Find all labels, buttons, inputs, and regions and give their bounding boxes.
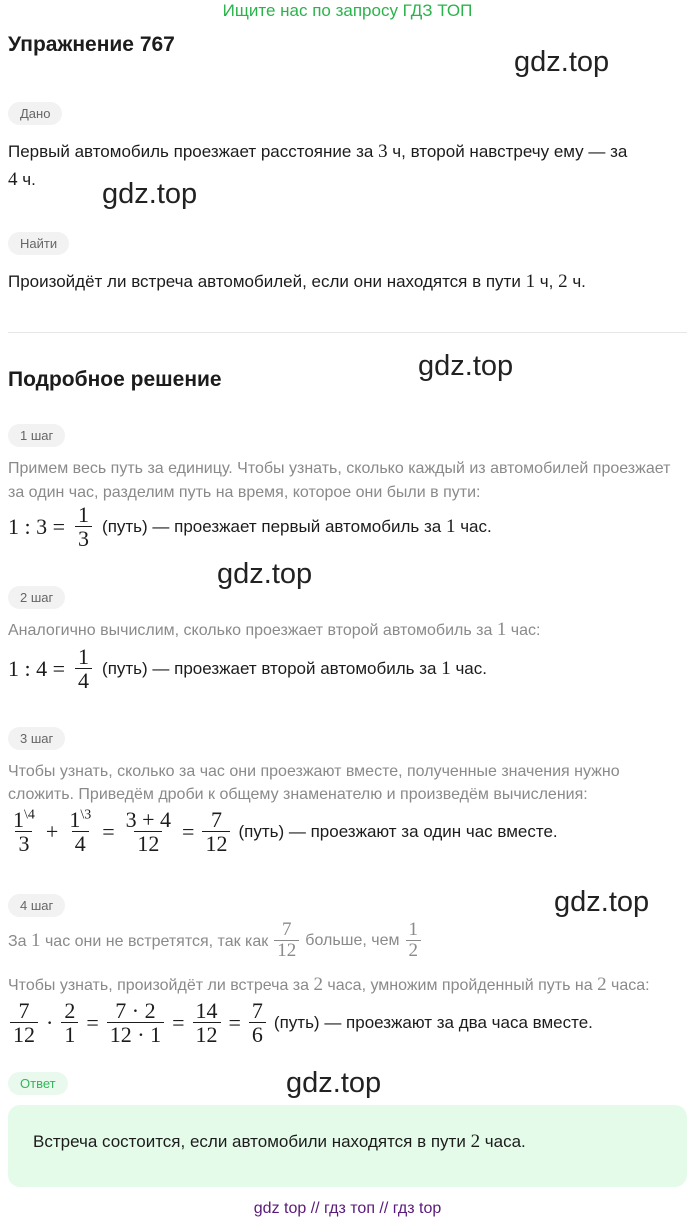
find-text: Произойдёт ли встреча автомобилей, если они находятся в пути 1 ч, 2 ч. xyxy=(8,271,586,292)
fraction: $\frac{7}{12}$ xyxy=(274,920,299,962)
step-3-text: Чтобы узнать, сколько за час они проезжают вместе, полученные значения нужно сложить. Приведём дроби к общему знаменателю и произведём вычисления: xyxy=(8,763,620,803)
page-title: Упражнение 767 xyxy=(8,33,175,56)
fraction: $\frac{7}{12}$ xyxy=(202,808,230,856)
given-text: Первый автомобиль проезжает расстояние за 3 ч, второй навстречу ему — за 4 ч. xyxy=(8,141,628,190)
watermark: gdz.top xyxy=(554,886,650,918)
find-chip: Найти xyxy=(8,232,69,255)
fraction: $\frac{7}{12}$ xyxy=(10,999,38,1047)
step-4-text: Чтобы узнать, произойдёт ли встреча за 2 часа, умножим пройденный путь на 2 часа: xyxy=(8,974,650,995)
fraction: $\frac{3 + 4}{12}$ xyxy=(125,807,172,857)
given-chip: Дано xyxy=(8,102,62,125)
fraction: $\frac{1^{\backslash 3}}{4}$ xyxy=(69,807,92,857)
fraction: $\frac{7 \cdot 2}{12 \cdot 1}$ xyxy=(107,999,164,1047)
step-3-equation: $\frac{1^{\backslash 4}}{3}$ + $\frac{1^{\backslash 3}}{4}$ = $\frac{3 + 4}{12}$ = $\frac{7}{12}$ (путь) — проезжают за один час вместе. xyxy=(8,808,558,856)
answer-text: Встреча состоится, если автомобили находятся в пути 2 часа. xyxy=(33,1131,526,1152)
answer-chip: Ответ xyxy=(8,1072,68,1095)
step-1-chip: 1 шаг xyxy=(8,424,65,447)
top-banner: Ищите нас по запросу ГДЗ ТОП xyxy=(222,1,473,20)
fraction: $\frac{1}{4}$ xyxy=(75,645,92,693)
watermark: gdz.top xyxy=(286,1067,382,1099)
step-1-text: Примем весь путь за единицу. Чтобы узнать, сколько каждый из автомобилей проезжает за один час, разделим путь на время, которое они были в пути: xyxy=(8,460,671,501)
fraction: $\frac{1}{2}$ xyxy=(406,920,422,962)
divider xyxy=(8,332,687,333)
watermark: gdz.top xyxy=(418,350,514,382)
step-4-equation: $\frac{7}{12}$ · $\frac{2}{1}$ = $\frac{7 \cdot 2}{12 \cdot 1}$ = $\frac{14}{12}$ = $\frac{7}{6}$ (путь) — проезжают за два часа вместе. xyxy=(8,999,593,1047)
watermark: gdz.top xyxy=(217,558,313,590)
fraction: $\frac{1^{\backslash 4}}{3}$ xyxy=(13,807,35,857)
step-1-equation: 1 : 3 = $\frac{1}{3}$ (путь) — проезжает первый автомобиль за 1 час. xyxy=(8,502,492,552)
fraction: $\frac{1}{3}$ xyxy=(75,503,92,551)
watermark: gdz.top xyxy=(514,46,610,78)
fraction: $\frac{2}{1}$ xyxy=(61,999,78,1047)
step-4-comparison: За 1 час они не встретятся, так как $\frac{7}{12}$ больше, чем $\frac{1}{2}$ xyxy=(8,920,423,962)
step-4-chip: 4 шаг xyxy=(8,894,65,917)
step-2-text: Аналогично вычислим, сколько проезжает второй автомобиль за 1 час: xyxy=(8,619,541,640)
footer-links[interactable]: gdz top // гдз топ // гдз top xyxy=(253,1200,442,1217)
step-3-chip: 3 шаг xyxy=(8,727,65,750)
fraction: $\frac{14}{12}$ xyxy=(193,999,221,1047)
solution-heading: Подробное решение xyxy=(8,368,222,391)
watermark: gdz.top xyxy=(102,178,198,210)
fraction: $\frac{7}{6}$ xyxy=(249,999,266,1047)
step-2-chip: 2 шаг xyxy=(8,586,65,609)
step-2-equation: 1 : 4 = $\frac{1}{4}$ (путь) — проезжает второй автомобиль за 1 час. xyxy=(8,644,487,694)
